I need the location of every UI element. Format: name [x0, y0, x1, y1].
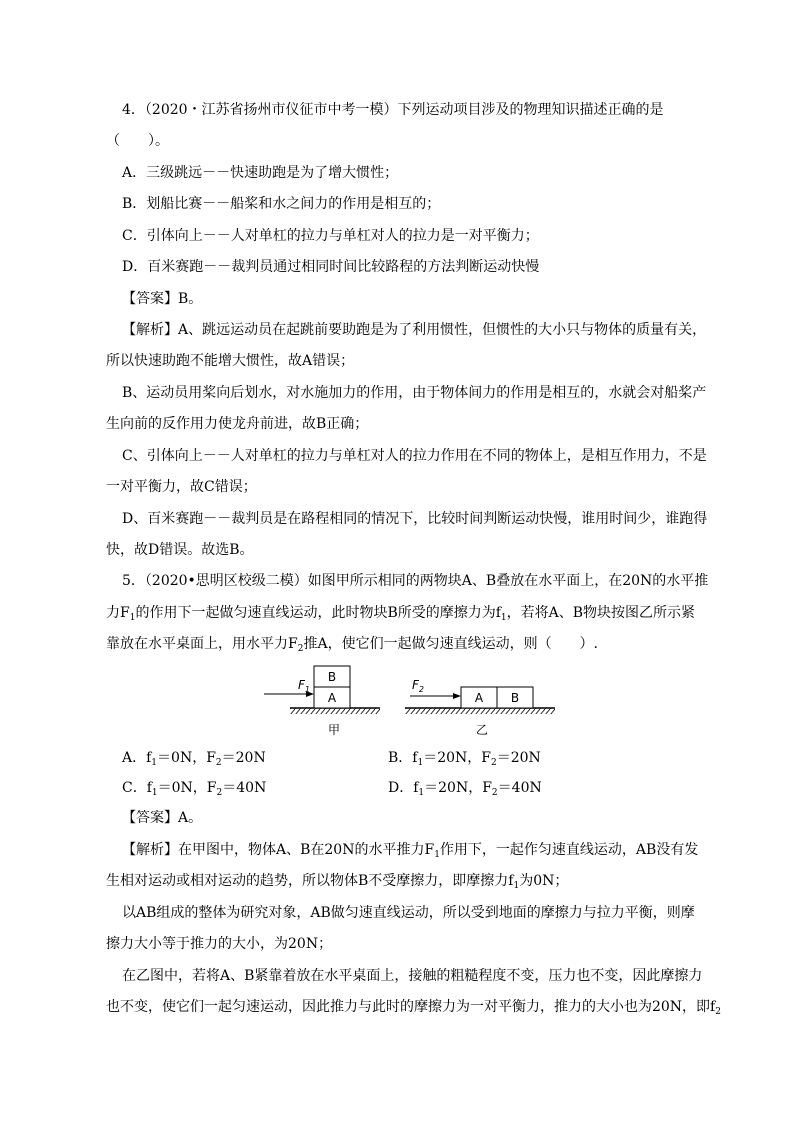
- q5-stem-line1: 5．（2020•思明区校级二模）如图甲所示相同的两物块A、B叠放在水平面上，在20N的水平推: [122, 573, 709, 589]
- q5-answer: 【答案】A。: [122, 810, 203, 826]
- q5-analysis-line: 生相对运动或相对运动的趋势，所以物体B不受摩擦力，即摩擦力$f_1$为0N；: [106, 873, 569, 891]
- q5-option-b: B．$f_1=20N$，$F_2=20N$: [388, 750, 541, 768]
- q4-stem-line1: 4．（2020・江苏省扬州市仪征市中考一模）下列运动项目涉及的物理知识描述正确的是: [122, 102, 664, 118]
- q4-option-a: A．三级跳远－－快速助跑是为了增大惯性；: [122, 165, 399, 181]
- q4-analysis-line: 一对平衡力，故C错误；: [106, 479, 257, 495]
- force-f2-label: $F_2$: [412, 678, 424, 694]
- q4-analysis-line: 【解析】A、跳远运动员在起跳前要助跑是为了利用惯性，但惯性的大小只与物体的质量有关，: [122, 322, 707, 338]
- q5-analysis-line: 【解析】在甲图中，物体A、B在20N的水平推力$F_1$作用下，一起作匀速直线运动，AB没有发: [122, 842, 699, 860]
- q5-stem-line2: 力$F_1$的作用下一起做匀速直线运动，此时物块B所受的摩擦力为$f_1$，若将A、B物块按图乙所示紧: [106, 605, 696, 623]
- q5-option-c: C．$f_1=0N$，$F_2=40N$: [122, 780, 267, 798]
- q5-stem-line3: 靠放在水平桌面上，用水平力$F_2$推A，使它们一起做匀速直线运动，则（ ）.: [106, 636, 599, 654]
- q4-option-b: B．划船比赛－－船桨和水之间力的作用是相互的；: [122, 196, 441, 212]
- blocks-figure: [250, 655, 570, 745]
- q5-analysis-line: 以AB组成的整体为研究对象，AB做匀速直线运动，所以受到地面的摩擦力与拉力平衡，则摩: [122, 905, 695, 921]
- q4-answer: 【答案】B。: [122, 291, 203, 307]
- q4-analysis-line: 生向前的反作用力使龙舟前进，故B正确；: [106, 416, 369, 432]
- q5-analysis-line: 在乙图中，若将A、B紧靠着放在水平桌面上，接触的粗糙程度不变，压力也不变，因此摩擦力: [122, 968, 703, 984]
- ground-hatch: [405, 708, 555, 714]
- figure-jia: [264, 666, 380, 737]
- block-a-label: A: [327, 691, 337, 705]
- block-b-label: B: [510, 691, 520, 705]
- figure-yi: [405, 678, 555, 737]
- q4-analysis-line: D、百米赛跑－－裁判员是在路程相同的情况下，比较时间判断运动快慢，谁用时间少，谁跑得: [122, 511, 708, 527]
- q4-stem-line2: （ ）。: [106, 133, 169, 149]
- q5-analysis-line: 擦力大小等于推力的大小，为20N；: [106, 936, 333, 952]
- q5-option-a: A．$f_1=0N$，$F_2=20N$: [122, 750, 266, 768]
- figure-yi-label: 乙: [475, 723, 489, 737]
- q5-option-d: D．$f_1=20N$，$F_2=40N$: [388, 780, 542, 798]
- q4-option-c: C．引体向上－－人对单杠的拉力与单杠对人的拉力是一对平衡力；: [122, 228, 539, 244]
- q4-analysis-line: B、运动员用桨向后划水，对水施加力的作用，由于物体间力的作用是相互的，水就会对船桨产: [122, 385, 707, 401]
- q4-analysis-line: 所以快速助跑不能增大惯性，故A错误；: [106, 353, 355, 369]
- q4-option-d: D．百米赛跑－－裁判员通过相同时间比较路程的方法判断运动快慢: [122, 259, 540, 275]
- q4-analysis-line: C、引体向上－－人对单杠的拉力与单杠对人的拉力作用在不同的物体上，是相互作用力，不是: [122, 448, 707, 464]
- block-b-label: B: [327, 670, 337, 684]
- force-f2-arrowhead: [453, 693, 461, 699]
- figure-jia-label: 甲: [327, 723, 341, 737]
- q4-analysis-line: 快，故D错误。故选B。: [106, 542, 254, 558]
- block-a-label: A: [474, 691, 484, 705]
- ground-hatch: [290, 708, 380, 714]
- q5-analysis-line: 也不变，使它们一起匀速运动，因此推力与此时的摩擦力为一对平衡力，推力的大小也为20N，即$f_2$: [106, 999, 721, 1017]
- force-f1-label: $F_1$: [298, 678, 310, 694]
